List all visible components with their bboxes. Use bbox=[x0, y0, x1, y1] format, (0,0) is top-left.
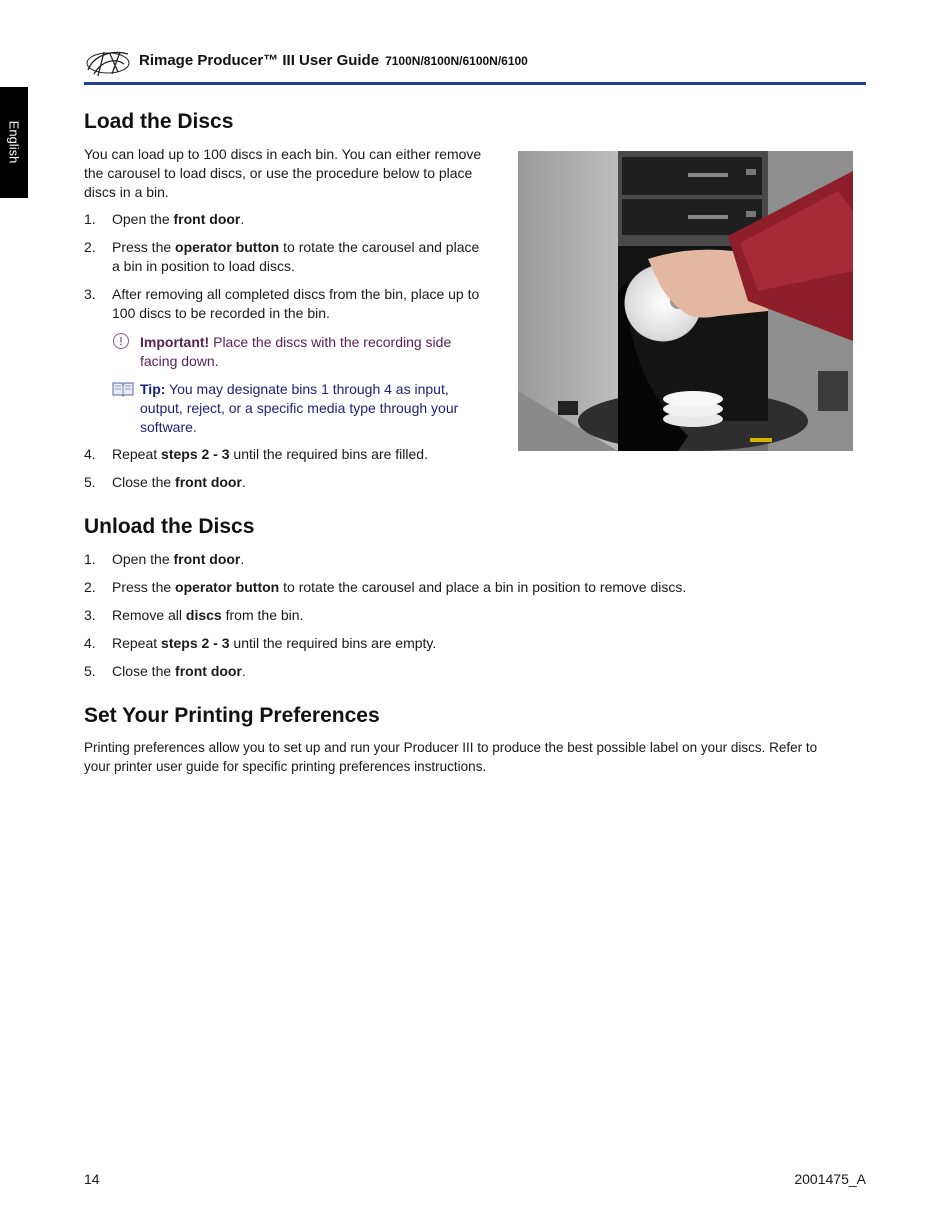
step-number: 1. bbox=[84, 551, 96, 567]
step-text: until the required bins are empty. bbox=[229, 635, 437, 651]
load-discs-heading: Load the Discs bbox=[84, 110, 234, 133]
step-number: 3. bbox=[84, 607, 96, 623]
step-number: 2. bbox=[84, 239, 96, 255]
loading-discs-photo bbox=[518, 151, 853, 451]
step-text: . bbox=[240, 551, 245, 567]
step-text: Open the bbox=[112, 211, 174, 227]
step-text: 100 discs to be recorded in the bin. bbox=[112, 305, 330, 321]
printing-preferences-text bbox=[84, 738, 817, 776]
step-text: Press the bbox=[112, 579, 176, 595]
printing-preferences-heading: Set Your Printing Preferences bbox=[84, 704, 380, 727]
guide-title bbox=[139, 52, 528, 69]
page-number: 14 bbox=[84, 1171, 100, 1187]
step-text: until the required bins are filled. bbox=[229, 446, 428, 462]
step-number: 5. bbox=[84, 474, 96, 490]
load-step-5 bbox=[84, 473, 504, 493]
step-text: Remove all bbox=[112, 607, 186, 623]
step-text: Open the bbox=[112, 551, 174, 567]
tip-label: Tip: bbox=[140, 381, 166, 397]
unload-step-4 bbox=[84, 634, 784, 654]
step-text: Repeat bbox=[112, 635, 162, 651]
important-label: Important! bbox=[140, 334, 210, 350]
unload-step-3 bbox=[84, 606, 784, 626]
load-intro bbox=[84, 145, 481, 202]
step-bold: operator button bbox=[175, 239, 280, 255]
step-text: to rotate the carousel and place a bin in position to remove discs. bbox=[279, 579, 687, 595]
page-header bbox=[84, 46, 866, 85]
intro-line: discs in a bin. bbox=[84, 184, 169, 200]
step-number: 2. bbox=[84, 579, 96, 595]
book-icon bbox=[112, 380, 134, 398]
step-text: Repeat bbox=[112, 446, 162, 462]
step-text: . bbox=[241, 474, 246, 490]
step-text: Close the bbox=[112, 663, 176, 679]
language-tab-label: English bbox=[6, 120, 22, 164]
step-number: 5. bbox=[84, 663, 96, 679]
step-bold: steps 2 - 3 bbox=[161, 635, 230, 651]
tip-text: software. bbox=[140, 419, 197, 435]
load-step-2 bbox=[84, 238, 504, 278]
guide-title-text: Rimage Producer™ III User Guide bbox=[139, 52, 380, 69]
step-number: 4. bbox=[84, 635, 96, 651]
step-bold: front door bbox=[175, 474, 242, 490]
rimage-logo-icon bbox=[84, 48, 132, 78]
intro-line: You can load up to 100 discs in each bin. You can either remove bbox=[84, 146, 482, 162]
step-number: 1. bbox=[84, 211, 96, 227]
unload-discs-heading: Unload the Discs bbox=[84, 515, 255, 538]
load-step-4 bbox=[84, 445, 504, 465]
unload-step-5 bbox=[84, 662, 784, 682]
step-text: Close the bbox=[112, 474, 176, 490]
step-bold: front door bbox=[173, 551, 241, 567]
tip-text: output, reject, or a specific media type through your bbox=[140, 400, 459, 416]
step-bold: steps 2 - 3 bbox=[161, 446, 230, 462]
intro-line: the carousel to load discs, or use the procedure below to place bbox=[84, 165, 473, 181]
step-number: 4. bbox=[84, 446, 96, 462]
step-text: . bbox=[241, 663, 246, 679]
loading-discs-illustration bbox=[518, 151, 853, 451]
unload-step-1 bbox=[84, 550, 784, 570]
important-icon bbox=[112, 333, 132, 353]
load-step-1 bbox=[84, 210, 504, 230]
step-bold: operator button bbox=[175, 579, 280, 595]
printing-text-line: your printer user guide for specific printing preferences instructions. bbox=[84, 759, 487, 774]
important-text: facing down. bbox=[140, 353, 219, 369]
step-bold: front door bbox=[175, 663, 242, 679]
language-tab bbox=[0, 87, 28, 198]
printing-text-line: Printing preferences allow you to set up and run your Producer III to produce the best possible label on your discs. Refer to bbox=[84, 740, 818, 755]
step-number: 3. bbox=[84, 286, 96, 302]
important-note bbox=[112, 333, 492, 373]
step-text: a bin in position to load discs. bbox=[112, 258, 295, 274]
important-text: Place the discs with the recording side bbox=[209, 334, 452, 350]
step-bold: front door bbox=[173, 211, 241, 227]
step-text: After removing all completed discs from the bin, place up to bbox=[112, 286, 480, 302]
unload-step-2 bbox=[84, 578, 784, 598]
tip-note bbox=[112, 380, 492, 440]
step-text: Press the bbox=[112, 239, 176, 255]
tip-text: You may designate bins 1 through 4 as input, bbox=[165, 381, 449, 397]
step-text: to rotate the carousel and place bbox=[279, 239, 480, 255]
document-id: 2001475_A bbox=[794, 1171, 866, 1187]
load-step-3 bbox=[84, 285, 504, 325]
step-bold: discs bbox=[185, 607, 222, 623]
model-numbers: 7100N/8100N/6100N/6100 bbox=[385, 54, 528, 68]
step-text: from the bin. bbox=[221, 607, 304, 623]
step-text: . bbox=[240, 211, 245, 227]
